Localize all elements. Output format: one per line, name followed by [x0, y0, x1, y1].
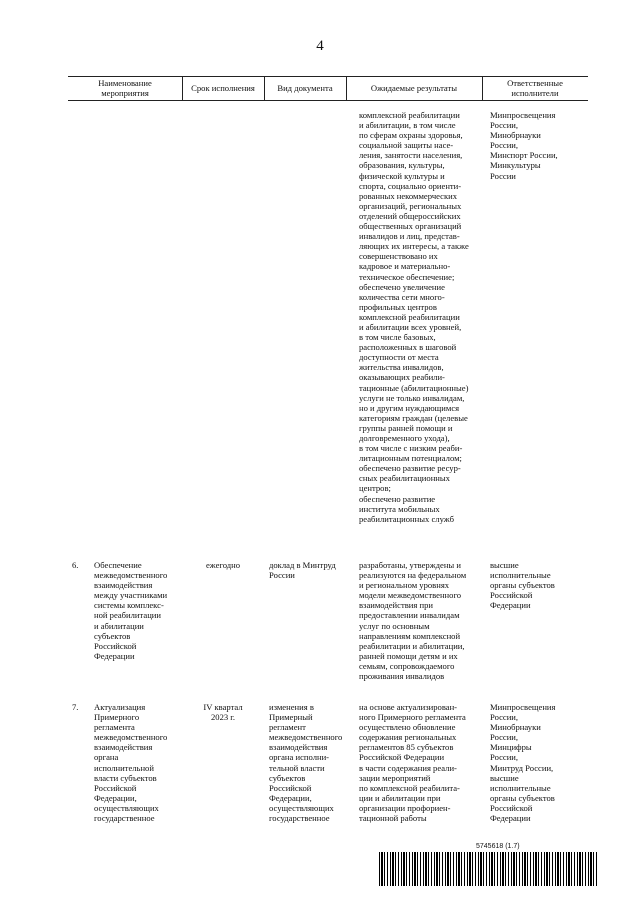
header-name: Наименование мероприятия [98, 78, 152, 98]
row-7-doc-type: изменения в Примерный регламент межведомственного взаимодействия органа исполни- тельной власти субъектов Российской Федерации, осуществляющих государственное [269, 702, 343, 824]
row-6-results: разработаны, утверждены и реализуются на федеральном и региональном уровнях модели межведомственного взаимодействия при предоставлении инвалидам услуг по основным направлениям комплексной реабилитации и абилитации, ранней помощи детям и их семьям, сопровождаемого проживания инвалидов [359, 560, 467, 682]
header-responsible: Ответственные исполнители [507, 78, 563, 98]
continuation-results: комплексной реабилитации и абилитации, в том числе по сферам охраны здоровья, социальной защиты насе- ления, занятости населения, образования, культуры, физической культуры и спорта, социально ориенти- рованных некоммерческих организаций, региональных отделений общероссийских общественных организаций инвалидов и лиц, представ- ляющих их интересы, а также совершенствовано их кадровое и материально- техническое обеспечение; обеспечено увеличение количества сети много- профильных центров комплексной реабилитации и абилитации всех уровней, в том числе базовых, расположенных в шаговой доступности от места жительства инвалидов, оказывающих реабили- тационные (абилитационные) услуги не только инвалидам, но и другим нуждающимся категориям граждан (целевые группы ранней помощи и долговременного ухода), в том числе с низким реаби- литационным потенциалом; обеспечено развитие ресур- сных реабилитационных центров; обеспечено развитие института мобильных реабилитационных служб [359, 110, 469, 524]
barcode [379, 852, 599, 886]
row-6-responsible: высшие исполнительные органы субъектов Российской Федерации [490, 560, 555, 611]
row-7-name: Актуализация Примерного регламента межведомственного взаимодействия органа исполнительной власти субъектов Российской Федерации, осуществляющих государственное [94, 702, 168, 824]
page-number: 4 [316, 38, 324, 54]
row-7-number: 7. [72, 702, 79, 712]
row-7-responsible: Минпросвещения России, Минобрнауки России, Минцифры России, Минтруд России, высшие исполнительные органы субъектов Российской Федерации [490, 702, 556, 824]
row-7-deadline: IV квартал 2023 г. [203, 702, 243, 723]
row-7-results: на основе актуализирован- ного Примерного регламента осуществлено обновление содержания региональных регламентов 85 субъектов Российской Федерации в части содержания реали- зации мероприятий по комплексной реабилита- ции и абилитации при организации профориен- тационной работы [359, 702, 466, 824]
row-6-name: Обеспечение межведомственного взаимодействия между участниками системы комплекс- ной реабилитации и абилитации субъектов Российской Федерации [94, 560, 168, 661]
header-results: Ожидаемые результаты [370, 83, 458, 93]
header-doc-type: Вид документа [277, 83, 333, 93]
row-6-number: 6. [72, 560, 79, 570]
header-bottom-line [68, 100, 588, 101]
barcode-caption: 5745618 (1.7) [476, 843, 520, 850]
row-6-deadline: ежегодно [205, 560, 241, 570]
continuation-responsible: Минпросвещения России, Минобрнауки России, Минспорт России, Минкультуры России [490, 110, 558, 181]
header-deadline: Срок исполнения [191, 83, 255, 93]
row-6-doc-type: доклад в Минтруд России [269, 560, 336, 581]
